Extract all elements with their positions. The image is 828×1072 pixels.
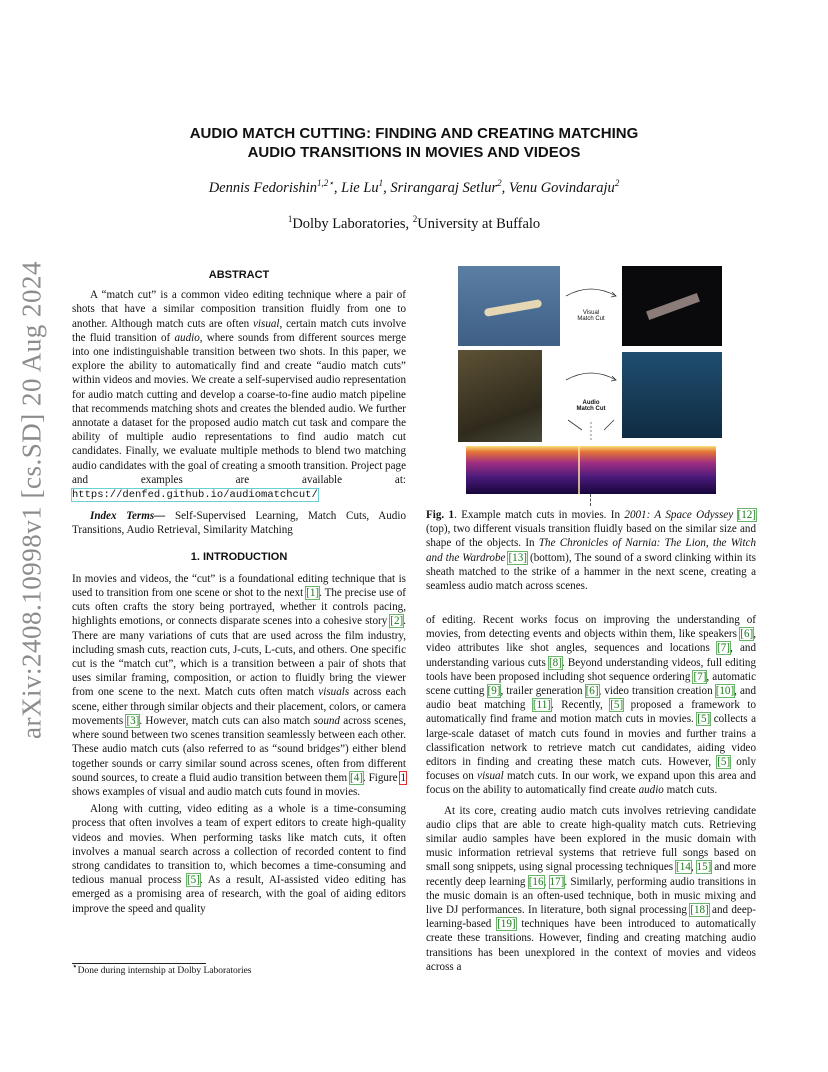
- citation-link[interactable]: [5]: [697, 713, 711, 726]
- citation-link[interactable]: [2]: [390, 615, 404, 628]
- right-paragraph-2: At its core, creating audio match cuts involves retrieving candidate audio clips that are able to create high-quality match cuts. Retrieving similar audio samples have been explored in the music domain with music information retrieval systems that retrieve full songs based on small song snippets, using signal processing techniques [14, 15] and more recently deep learning [16, 17]. Similarly, performing audio transitions in the music domain is an often-used technique, both in music mixing and live DJ performances. In literature, both signal processing [18] and deep-learning-based [19] techniques have been introduced to automatically create these transitions. However, finding and creating matching audio transitions has been unexplored in the context of movies and videos across a: [426, 804, 757, 973]
- figure-1: [456, 266, 766, 506]
- body-text: only focuses on: [426, 756, 756, 783]
- figure-link[interactable]: 1: [400, 771, 406, 784]
- spaceship-shape: [646, 293, 700, 320]
- intro-text: . The precise use of cuts often crafts the story being portrayed, whether it controls pacing, highlights emotions, or connects disparate scenes into a cohesive story: [72, 587, 406, 628]
- citation-link[interactable]: [19]: [497, 918, 516, 931]
- intro-paragraph-1: [72, 572, 406, 799]
- footnote-mark: ⋆: [72, 961, 78, 971]
- affiliations: [100, 216, 728, 233]
- audio-arrow: [560, 350, 622, 442]
- author-3: Srirangaraj Setlur: [390, 180, 498, 196]
- body-text: . Similarly, performing audio transitions in the music domain is an often-used technique, both in music mixing and live DJ performances. In literature, both signal processing: [426, 875, 757, 917]
- figure-caption: [426, 508, 756, 593]
- citation-link[interactable]: [3]: [126, 714, 140, 727]
- spectrogram-image: [466, 446, 716, 494]
- abstract-heading: ABSTRACT: [208, 269, 270, 281]
- abstract-text: [72, 288, 406, 502]
- citation-link[interactable]: [16: [528, 875, 544, 888]
- caption-text: (top), two different visuals transition fluidly based on the similar size and shape of the objects. In: [426, 523, 756, 550]
- affil-2-sup: 2: [412, 214, 418, 225]
- citation-link[interactable]: 17]: [549, 875, 565, 888]
- intro-text: . Figure: [362, 771, 401, 784]
- body-text: , and understanding various cuts: [426, 642, 756, 669]
- intro-paragraph-2: [72, 802, 406, 916]
- author-4: Venu Govindaraju: [508, 180, 615, 196]
- footnote-text: Done during internship at Dolby Laboratories: [77, 966, 252, 977]
- intro-text: Along with cutting, video editing as a whole is a time-consuming process that often involves a team of expert editors to create high-quality videos and movies. When performing tasks like match cuts, it often involves a manual search across a collection of recorded content to find strong candidates to transition to, which becomes a time-consuming and tedious manual process: [72, 803, 406, 887]
- intro-text: across scenes, where sound between two scenes transition seamlessly between each other. These audio match cuts (also referred to as “sound bridges”) either blend together sounds or carry similar sound across scenes, often from different sound sources, to create a fluid audio transition between them: [72, 714, 407, 784]
- author-2-sup: 1: [378, 178, 384, 189]
- citation-link[interactable]: [5]: [186, 874, 200, 887]
- title-line-2: AUDIO TRANSITIONS IN MOVIES AND VIDEOS: [247, 144, 581, 161]
- intro-text: . As a result, AI-assisted video editing has emerged as a promising area of research, with the goal of aiding editors improve the speed and quality: [72, 874, 406, 915]
- author-1-sup: 1,2⋆: [317, 178, 334, 189]
- narnia-frame-image: [458, 350, 542, 442]
- intro-em: sound: [313, 714, 340, 727]
- body-text: and more recently deep learning: [426, 861, 756, 888]
- cut-point-marker: [578, 446, 580, 494]
- author-3-sup: 2: [497, 178, 502, 189]
- affil-1: Dolby Laboratories,: [292, 216, 413, 232]
- caption-text: (bottom), The sound of a sword clinking within its sheath matched to the strike of a hammer in the next scene, creating a seamless audio match across scenes.: [426, 551, 756, 593]
- citation-link[interactable]: [8]: [548, 656, 562, 669]
- author-list: Dennis Fedorishin$^{1,2⋆}$, Lie Lu$^1$, Srirangaraj Setlur$^2$, Venu Govindaraju$^2$: [208, 178, 620, 196]
- intro-text: across each scene, either through similar objects and their placement, colors, or camera movements: [72, 686, 407, 727]
- caption-label: Fig. 1: [426, 509, 455, 521]
- spaceship-frame-image: [622, 266, 722, 346]
- citation-link[interactable]: [11]: [532, 699, 551, 712]
- intro-heading: 1. INTRODUCTION: [190, 550, 288, 563]
- body-text: techniques have been introduced to automatically create these transitions. However, finding and creating matching audio transitions has been unexplored in the context of movies and videos across a: [426, 918, 756, 973]
- citation-link[interactable]: [5]: [610, 699, 624, 712]
- intro-text: In movies and videos, the “cut” is a foundational editing technique that is used to transition from one scene or shot to the next: [72, 572, 406, 600]
- caption-em: 2001: A Space Odyssey: [624, 509, 734, 521]
- citation-link[interactable]: 15]: [696, 861, 712, 874]
- body-text: At its core, creating audio match cuts involves retrieving candidate audio clips that are able to create high-quality match cuts. Retrieving similar audio samples have been explored in the music domain with music information retrieval systems that retrieve full songs based on small song snippets, using signal processing techniques: [426, 804, 756, 874]
- citation-link[interactable]: [13]: [508, 551, 527, 564]
- caption-em: The Chronicles of Narnia: The Lion, the Witch and the Wardrobe: [426, 537, 757, 564]
- hammer-frame-image: [622, 352, 722, 438]
- body-text: , video attributes like shot angles, sequences and locations: [426, 628, 756, 655]
- author-4-sup: 2: [614, 178, 620, 189]
- citation-link[interactable]: [10]: [715, 685, 735, 698]
- abstract-part: A “match cut” is a common video editing technique where a pair of shots that have a similar composition transition fluidly from one to another. Although match cuts are often: [72, 289, 406, 330]
- index-terms: [72, 509, 406, 537]
- bone-frame-image: [458, 266, 560, 346]
- left-column: [72, 268, 406, 916]
- body-text: and deep-learning-based: [426, 904, 756, 931]
- intro-em: visuals: [318, 686, 350, 699]
- affil-2: University at Buffalo: [417, 216, 541, 232]
- citation-link[interactable]: [9]: [487, 685, 501, 698]
- right-column: [426, 613, 756, 974]
- index-terms-text: Self-Supervised Learning, Match Cuts, Audio Transitions, Audio Retrieval, Similarity Matching: [72, 510, 406, 537]
- cut-point-line: [590, 494, 592, 506]
- author-2: Lie Lu: [341, 180, 379, 196]
- intro-text: . There are many variations of cuts that are used across the film industry, including smash cuts, reaction cuts, J-cuts, L-cuts, and others. One specific cut is the “match cut”, which is a transition between a pair of shots that uses similar framing, composition, or action to fluidly bring the viewer from one scene to the next. Match cuts often match: [72, 615, 406, 699]
- paper-title: [100, 124, 728, 162]
- footnote-rule: [72, 963, 206, 964]
- arxiv-identifier: arXiv:2408.10998v1 [cs.SD] 20 Aug 2024: [16, 261, 47, 739]
- citation-link[interactable]: [18]: [690, 904, 709, 917]
- body-text: collects a large-scale dataset of match cuts found in movies and further trains a classification network to retrieve match cut candidates, aiding video editors in finding and creating these match cuts. However,: [426, 713, 756, 769]
- body-text: , video transition creation: [598, 685, 716, 698]
- citation-link[interactable]: [7]: [693, 670, 707, 683]
- author-1: Dennis Fedorishin: [208, 180, 318, 196]
- abstract-em: visual: [253, 317, 280, 330]
- abstract-part: , certain match cuts involve the fluid transition of: [72, 317, 407, 344]
- body-text: , automatic scene cutting: [426, 670, 756, 698]
- body-text: of editing. Recent works focus on improving the understanding of movies, from detecting events and objects within them, like speakers: [426, 614, 756, 641]
- citation-link[interactable]: [4]: [350, 771, 363, 784]
- citation-link[interactable]: [7]: [717, 642, 730, 655]
- title-line-1: AUDIO MATCH CUTTING: FINDING AND CREATING MATCHING: [189, 125, 639, 142]
- intro-text: . However, match cuts can also match: [139, 714, 314, 727]
- project-page-link[interactable]: https://denfed.github.io/audiomatchcut/: [72, 489, 318, 502]
- visual-match-cut-label: Visual Match Cut: [577, 310, 605, 322]
- caption-text: . Example match cuts in movies. In: [454, 509, 625, 521]
- body-text: match cuts.: [663, 784, 718, 797]
- body-text: , and audio beat matching: [426, 685, 756, 712]
- body-text: , trailer generation: [500, 685, 586, 698]
- audio-match-cut-label: Audio Match Cut: [576, 400, 606, 412]
- body-text: match cuts. In our work, we expand upon this area and focus on the ability to automatically find create: [426, 770, 756, 797]
- citation-link[interactable]: [6]: [740, 628, 754, 641]
- affil-1-sup: 1: [287, 214, 293, 225]
- citation-link[interactable]: [5]: [717, 756, 731, 769]
- bone-shape: [484, 299, 543, 317]
- right-paragraph-1: [426, 613, 756, 798]
- abstract-part: , where sounds from different sources merge into one indistinguishable transition between two shots. In this paper, we explore the ability to automatically find and create “audio match cuts” within videos and movies. We create a self-supervised audio representation for audio match cutting and develop a coarse-to-fine audio match pipeline that recommends matching shots and creates the blended audio. We further annotate a dataset for the proposed audio match cut task and compare the ability of multiple audio representations to find audio match cut candidates. Finally, we evaluate multiple methods to blend two matching audio candidates with the goal of creating a smooth transition. Project page and examples are available at:: [72, 331, 406, 486]
- citation-link[interactable]: [6]: [585, 685, 599, 698]
- body-text: . Beyond understanding videos, full editing tools have been proposed including shot sequence ordering: [426, 656, 756, 683]
- intro-text: shows examples of visual and audio match cuts found in movies.: [72, 785, 361, 798]
- index-terms-label: Index Terms—: [90, 510, 166, 523]
- body-text: proposed a framework to automatically find frame and motion match cuts in movies.: [426, 699, 757, 726]
- citation-link[interactable]: [12]: [737, 509, 756, 521]
- citation-link[interactable]: [14: [676, 861, 691, 874]
- body-text: . Recently,: [550, 699, 611, 712]
- visual-arrow: [560, 266, 622, 346]
- body-em: audio: [638, 784, 664, 797]
- body-em: visual: [477, 770, 504, 783]
- footnote: [72, 961, 406, 977]
- citation-link[interactable]: [1]: [306, 587, 320, 600]
- abstract-em: audio: [174, 331, 200, 344]
